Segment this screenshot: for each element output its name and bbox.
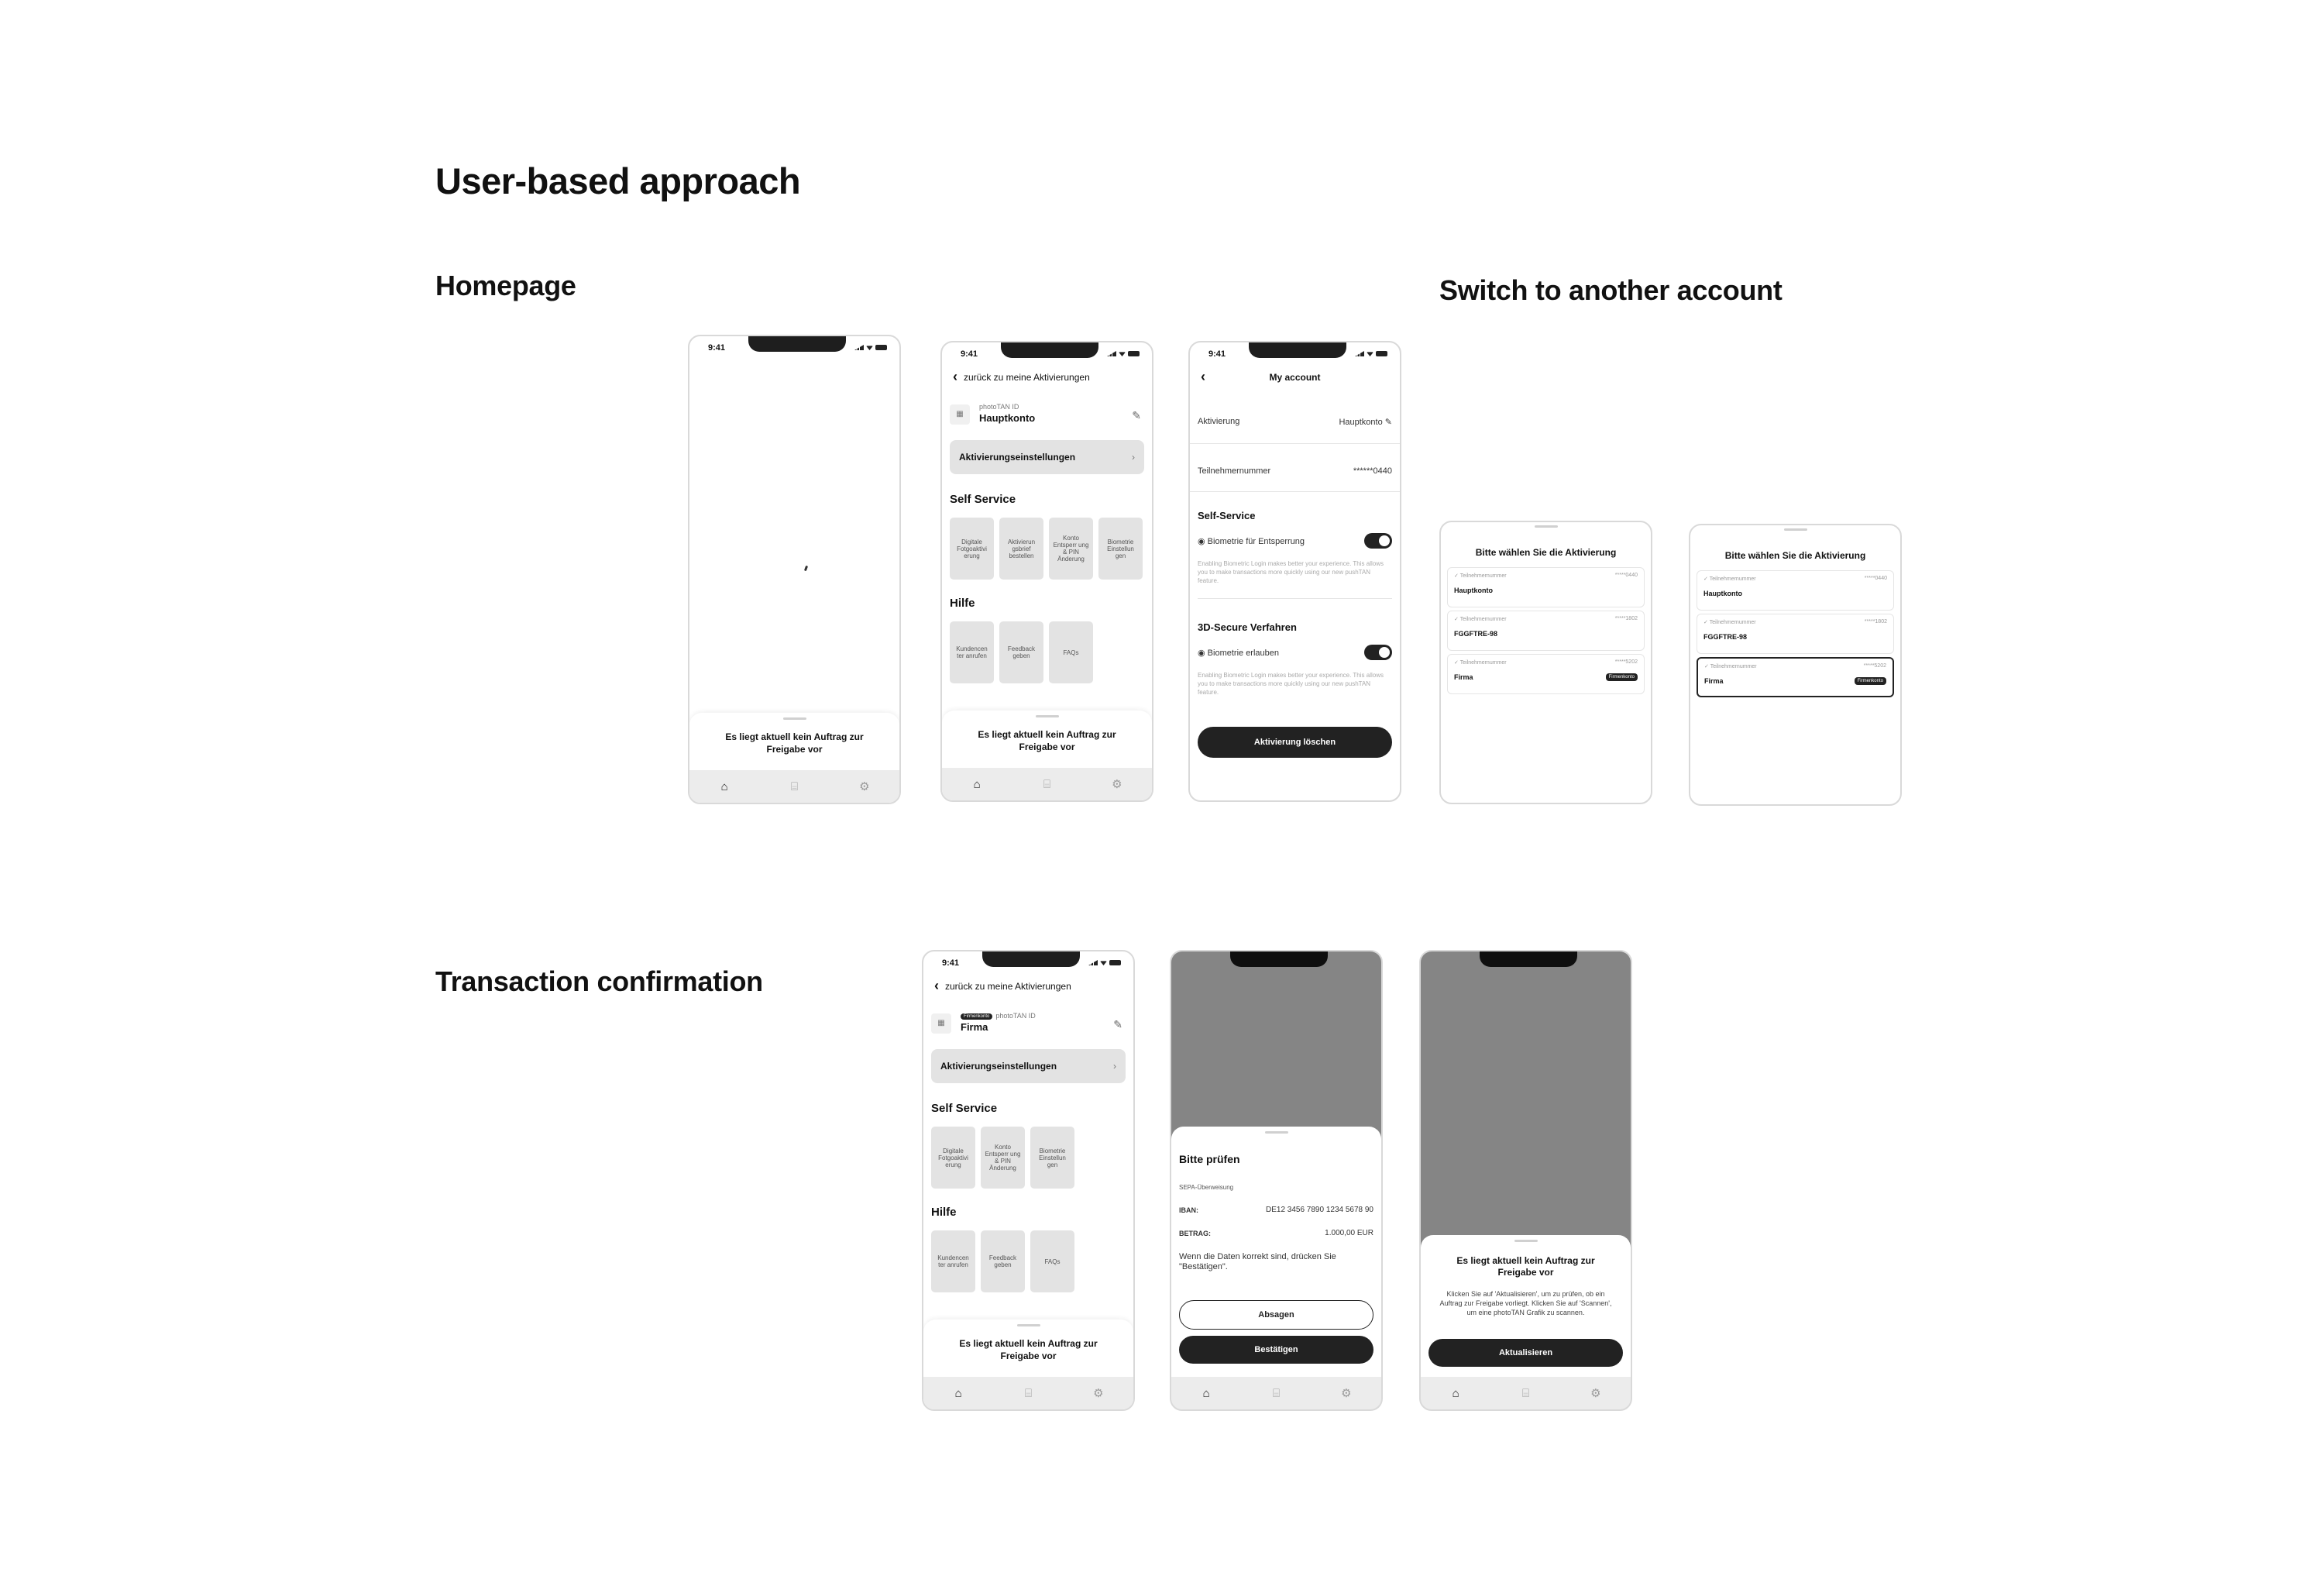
no-order-text: Es liegt aktuell kein Auftrag zur Freigabe vor	[725, 731, 864, 755]
company-badge: Firmenkonto	[1606, 673, 1638, 681]
confirm-button[interactable]: Bestätigen	[1179, 1336, 1373, 1364]
amount-row	[1179, 1229, 1373, 1238]
scan-icon[interactable]: ⌸	[1521, 1386, 1529, 1400]
bottom-nav	[923, 1377, 1133, 1409]
sheet-handle[interactable]	[1265, 1131, 1288, 1134]
edit-icon[interactable]: ✎	[1132, 409, 1141, 421]
activation-settings-label: Aktivierungseinstellungen	[959, 452, 1076, 463]
section-title-transaction: Transaction confirmation	[435, 965, 763, 997]
qr-icon: ▦	[950, 404, 970, 425]
scan-icon[interactable]: ⌸	[790, 779, 798, 793]
wifi-icon	[1100, 960, 1107, 965]
divider	[1198, 598, 1392, 599]
participant-value: ******0440	[1353, 466, 1392, 476]
status-time: 9:41	[942, 958, 960, 968]
select-title: Bitte wählen Sie die Aktivierung	[1475, 547, 1617, 558]
tile-biometrics[interactable]: Biometrie Einstellun gen	[1098, 518, 1143, 580]
status-icons	[1107, 351, 1140, 356]
tile-call-center[interactable]: Kundencen ter anrufen	[950, 621, 994, 683]
chevron-left-icon: ‹	[953, 369, 957, 384]
battery-icon	[1376, 351, 1387, 356]
option-label: ✓ Teilnehmernummer	[1454, 617, 1507, 622]
tile-unlock-pin[interactable]: Konto Entsperr ung & PIN Änderung	[1049, 518, 1093, 580]
back-link[interactable]	[953, 369, 1090, 385]
option-name: Firma	[1454, 673, 1473, 681]
qr-icon: ▦	[931, 1013, 951, 1034]
scan-icon[interactable]: ⌸	[1272, 1386, 1280, 1400]
self-service-heading: Self Service	[950, 493, 1016, 506]
status-icons	[1355, 351, 1387, 356]
phone-verify-transaction	[1170, 950, 1383, 1411]
account-header	[931, 1012, 1126, 1035]
option-number: *****0440	[1864, 576, 1887, 581]
home-icon[interactable]: ⌂	[954, 1386, 962, 1400]
option-number: *****0440	[1614, 573, 1638, 578]
help-heading: Hilfe	[931, 1206, 957, 1219]
tile-feedback[interactable]: Feedback geben	[981, 1230, 1025, 1292]
participant-row	[1198, 466, 1392, 476]
chevron-right-icon: ›	[1113, 1061, 1116, 1072]
phone-my-account	[1188, 341, 1401, 802]
phone-select-activation-selected	[1689, 524, 1902, 806]
self-service-tiles	[931, 1127, 1074, 1189]
settings-icon[interactable]: ⚙	[859, 780, 870, 793]
amount-label: BETRAG:	[1179, 1230, 1211, 1237]
secure-heading: 3D-Secure Verfahren	[1198, 621, 1297, 633]
tile-unlock-pin[interactable]: Konto Entsperr ung & PIN Änderung	[981, 1127, 1025, 1189]
status-icons	[1088, 960, 1121, 965]
activation-settings-button[interactable]	[950, 440, 1144, 474]
tile-photo-activation[interactable]: Digitale Fotgoaktivi erung	[931, 1127, 975, 1189]
bio-allow-row	[1198, 648, 1392, 658]
account-header	[950, 403, 1144, 426]
option-name: Hauptkonto	[1703, 590, 1742, 597]
battery-icon	[1128, 351, 1140, 356]
amount-value: 1.000,00 EUR	[1325, 1229, 1373, 1237]
bottom-nav	[689, 770, 899, 803]
participant-label: Teilnehmernummer	[1198, 466, 1271, 476]
bio-unlock-row	[1198, 536, 1392, 546]
status-time: 9:41	[708, 343, 726, 353]
scan-icon[interactable]: ⌸	[1043, 777, 1050, 791]
activation-value: Hauptkonto ✎	[1339, 418, 1392, 427]
activation-settings-label: Aktivierungseinstellungen	[940, 1061, 1057, 1072]
option-name: Hauptkonto	[1454, 587, 1493, 594]
activation-option[interactable]	[1697, 614, 1894, 654]
notch	[748, 335, 846, 352]
sheet-handle[interactable]	[1535, 525, 1558, 528]
iban-label: IBAN:	[1179, 1206, 1198, 1214]
self-service-heading: Self-Service	[1198, 510, 1256, 521]
sheet-handle[interactable]	[1514, 1240, 1538, 1242]
signal-icon	[1107, 351, 1116, 356]
account-sub: Firmenkonto photoTAN ID	[961, 1012, 1036, 1020]
bottom-nav	[1421, 1377, 1631, 1409]
self-service-tiles	[950, 518, 1143, 580]
option-label: ✓ Teilnehmernummer	[1704, 664, 1757, 669]
wifi-icon	[1367, 351, 1373, 356]
verify-hint: Wenn die Daten korrekt sind, drücken Sie "Bestätigen".	[1179, 1252, 1336, 1271]
no-order-sheet	[942, 711, 1152, 768]
option-label: ✓ Teilnehmernummer	[1454, 573, 1507, 579]
chevron-left-icon: ‹	[934, 978, 939, 993]
cancel-button[interactable]: Absagen	[1179, 1300, 1373, 1330]
activation-row[interactable]	[1198, 417, 1392, 426]
wifi-icon	[866, 345, 873, 350]
activation-option[interactable]	[1447, 611, 1645, 651]
fingerprint-icon: ◉	[1198, 649, 1205, 658]
notch	[1001, 341, 1098, 358]
option-number: *****5202	[1863, 663, 1886, 669]
tile-order-letter[interactable]: Aktivierun gsbrief bestellen	[999, 518, 1043, 580]
notch	[982, 950, 1080, 967]
divider	[1190, 491, 1400, 492]
sheet-handle[interactable]	[1784, 528, 1807, 531]
signal-icon	[1088, 960, 1098, 965]
activation-option[interactable]	[1697, 570, 1894, 611]
tile-call-center[interactable]: Kundencen ter anrufen	[931, 1230, 975, 1292]
option-label: ✓ Teilnehmernummer	[1703, 576, 1756, 582]
edit-icon[interactable]: ✎	[1113, 1018, 1122, 1031]
no-order-sheet	[923, 1320, 1133, 1377]
settings-icon[interactable]: ⚙	[1590, 1387, 1601, 1400]
section-title-switch: Switch to another account	[1439, 274, 1783, 306]
scan-icon[interactable]: ⌸	[1024, 1386, 1032, 1400]
status-time: 9:41	[961, 349, 978, 359]
activation-label: Aktivierung	[1198, 417, 1240, 426]
option-label: ✓ Teilnehmernummer	[1703, 620, 1756, 625]
no-order-text: Es liegt aktuell kein Auftrag zur Freigabe vor	[978, 729, 1116, 752]
activation-settings-button[interactable]	[931, 1049, 1126, 1083]
settings-icon[interactable]: ⚙	[1093, 1387, 1104, 1400]
section-title-homepage: Homepage	[435, 270, 576, 301]
settings-icon[interactable]: ⚙	[1112, 778, 1122, 791]
company-badge: Firmenkonto	[961, 1013, 992, 1020]
notch	[1249, 341, 1346, 358]
no-order-text: Es liegt aktuell kein Auftrag zur Freigabe vor	[959, 1338, 1098, 1361]
sheet-handle[interactable]	[783, 717, 806, 720]
option-label: ✓ Teilnehmernummer	[1454, 660, 1507, 666]
tile-feedback[interactable]: Feedback geben	[999, 621, 1043, 683]
sheet-handle[interactable]	[1017, 1324, 1040, 1326]
phone-activation-details	[940, 341, 1153, 802]
wifi-icon	[1119, 351, 1126, 356]
option-number: *****1802	[1864, 619, 1887, 625]
signal-icon	[854, 345, 864, 350]
select-title: Bitte wählen Sie die Aktivierung	[1724, 550, 1866, 561]
tile-faqs[interactable]: FAQs	[1030, 1230, 1074, 1292]
fingerprint-icon: ◉	[1198, 537, 1205, 546]
option-name: FGGFTRE-98	[1454, 630, 1498, 638]
option-name: FGGFTRE-98	[1703, 633, 1748, 641]
phone-loading	[688, 335, 901, 804]
status-time: 9:41	[1208, 349, 1226, 359]
account-sub: photoTAN ID	[979, 403, 1019, 411]
edit-icon[interactable]: ✎	[1384, 418, 1392, 427]
help-tiles	[950, 621, 1093, 683]
activation-option[interactable]	[1447, 567, 1645, 607]
home-icon[interactable]: ⌂	[1202, 1386, 1210, 1400]
back-link[interactable]	[934, 978, 1071, 994]
transfer-type: SEPA-Überweisung	[1179, 1184, 1234, 1191]
tile-biometrics[interactable]: Biometrie Einstellun gen	[1030, 1127, 1074, 1189]
option-name: Firma	[1704, 677, 1724, 685]
sheet-handle[interactable]	[1036, 715, 1059, 717]
help-tiles	[931, 1230, 1074, 1292]
option-number: *****1802	[1614, 616, 1638, 621]
home-icon[interactable]: ⌂	[720, 779, 728, 793]
phone-company-account	[922, 950, 1135, 1411]
tile-faqs[interactable]: FAQs	[1049, 621, 1093, 683]
phone-no-order-refresh	[1419, 950, 1632, 1411]
signal-icon	[1355, 351, 1364, 356]
help-heading: Hilfe	[950, 597, 975, 610]
loading-spinner-icon	[804, 566, 808, 572]
bottom-nav	[1171, 1377, 1381, 1409]
no-order-title: Es liegt aktuell kein Auftrag zur Freigabe vor	[1456, 1255, 1595, 1278]
back-label: zurück zu meine Aktivierungen	[964, 371, 1090, 383]
home-icon[interactable]: ⌂	[973, 777, 981, 791]
back-icon[interactable]: ‹	[1201, 369, 1205, 384]
settings-icon[interactable]: ⚙	[1341, 1387, 1352, 1400]
option-number: *****5202	[1614, 659, 1638, 665]
status-icons	[854, 345, 887, 350]
verify-title: Bitte prüfen	[1179, 1153, 1240, 1165]
home-icon[interactable]: ⌂	[1452, 1386, 1459, 1400]
iban-value: DE12 3456 7890 1234 5678 90	[1265, 1206, 1373, 1214]
bio-allow-toggle[interactable]	[1364, 645, 1392, 660]
bio-unlock-desc: Enabling Biometric Login makes better your experience. This allows you to make transactions more quickly using our new pushTAN feature.	[1198, 560, 1384, 584]
no-order-desc: Klicken Sie auf 'Aktualisieren', um zu prüfen, ob ein Auftrag zur Freigabe vorliegt. Klicken Sie auf 'Scannen', um eine photoTAN Grafik zu scannen.	[1439, 1290, 1612, 1316]
page-title: User-based approach	[435, 160, 801, 201]
battery-icon	[875, 345, 887, 350]
account-name: Hauptkonto	[979, 412, 1036, 424]
refresh-button[interactable]: Aktualisieren	[1428, 1339, 1623, 1367]
phone-select-activation	[1439, 521, 1652, 804]
bio-unlock-label: Biometrie für Entsperrung	[1207, 537, 1305, 546]
bio-unlock-toggle[interactable]	[1364, 533, 1392, 549]
self-service-heading: Self Service	[931, 1102, 998, 1115]
activation-option[interactable]	[1447, 654, 1645, 694]
bio-allow-label: Biometrie erlauben	[1207, 649, 1280, 658]
divider	[1190, 443, 1400, 444]
bottom-nav	[942, 768, 1152, 800]
tile-photo-activation[interactable]: Digitale Fotgoaktivi erung	[950, 518, 994, 580]
iban-row	[1179, 1206, 1373, 1215]
activation-option-selected[interactable]	[1697, 657, 1894, 697]
delete-activation-button[interactable]: Aktivierung löschen	[1198, 727, 1392, 758]
screen-title: My account	[1269, 372, 1321, 383]
account-name: Firma	[961, 1021, 988, 1033]
company-badge: Firmenkonto	[1855, 677, 1886, 685]
battery-icon	[1109, 960, 1121, 965]
verify-sheet	[1171, 1127, 1381, 1409]
chevron-right-icon: ›	[1132, 452, 1135, 463]
back-label: zurück zu meine Aktivierungen	[945, 980, 1071, 992]
no-order-sheet	[689, 713, 899, 770]
bio-allow-desc: Enabling Biometric Login makes better your experience. This allows you to make transactions more quickly using our new pushTAN feature.	[1198, 672, 1384, 696]
